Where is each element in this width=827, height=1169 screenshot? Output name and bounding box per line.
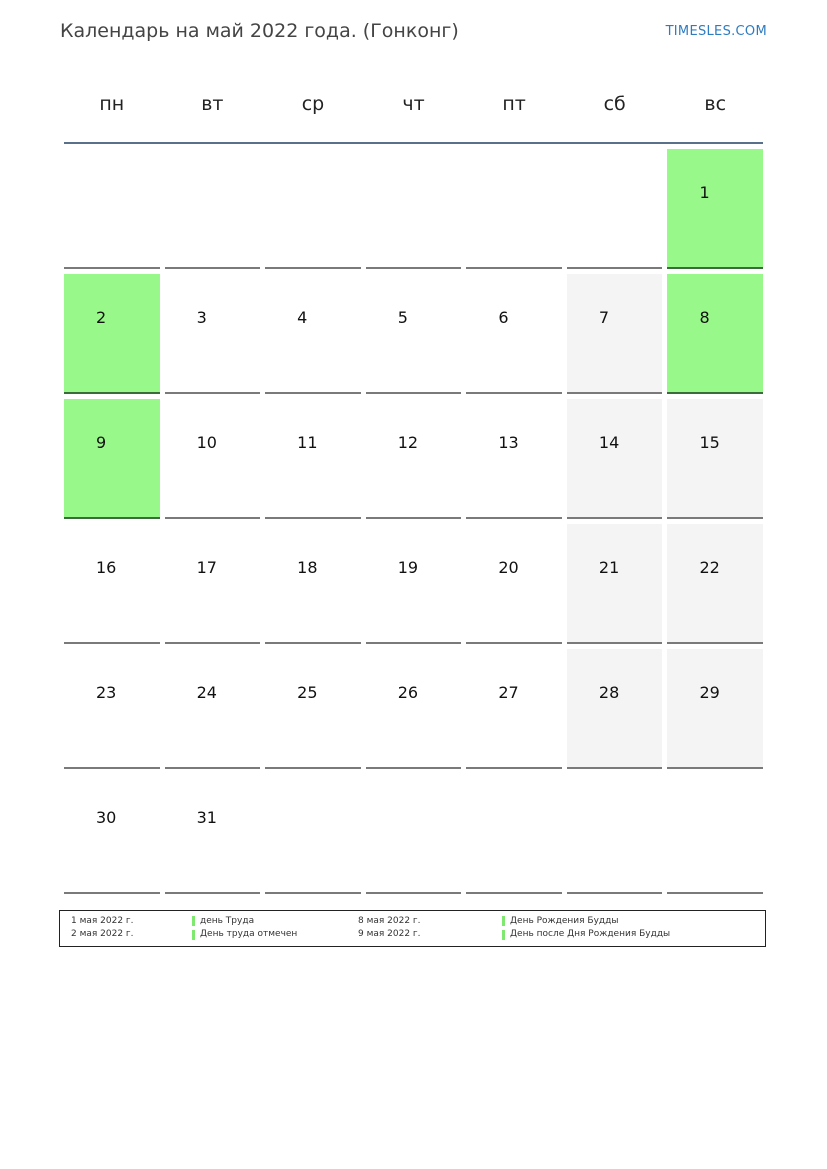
empty-day-cell	[466, 149, 562, 269]
empty-day-cell	[366, 774, 462, 894]
day-number: 14	[598, 433, 620, 452]
day-number: 7	[598, 308, 610, 327]
day-number: 29	[699, 683, 720, 702]
day-cell-29[interactable]	[667, 649, 763, 769]
day-cell-28[interactable]	[567, 649, 663, 769]
weekday-fri: пт	[502, 93, 526, 115]
day-cell-17[interactable]	[165, 524, 261, 644]
day-number: 8	[699, 308, 710, 327]
day-cell-1[interactable]	[667, 149, 763, 269]
day-number: 12	[397, 433, 419, 452]
legend-color-swatch	[192, 930, 195, 940]
legend-holiday-name: День Рождения Будды	[510, 916, 619, 926]
weekday-mon: пн	[99, 93, 125, 115]
empty-day-cell	[466, 774, 562, 894]
day-number: 25	[297, 683, 318, 702]
day-number: 16	[96, 558, 117, 577]
week-row	[64, 649, 763, 769]
empty-day-cell	[667, 774, 763, 894]
holiday-legend	[59, 910, 766, 947]
legend-date: 9 мая 2022 г.	[358, 929, 421, 939]
weekday-sun: вс	[704, 93, 727, 115]
brand-link[interactable]: TIMESLES.COM	[665, 24, 767, 39]
day-number: 23	[96, 683, 117, 702]
day-number: 28	[598, 683, 620, 702]
day-cell-23[interactable]	[64, 649, 160, 769]
day-number: 13	[498, 433, 519, 452]
legend-color-swatch	[502, 916, 505, 926]
empty-day-cell	[366, 149, 462, 269]
empty-day-cell	[165, 149, 261, 269]
week-row	[64, 149, 763, 269]
day-cell-4[interactable]	[265, 274, 361, 394]
day-number: 17	[196, 558, 217, 577]
day-cell-2[interactable]	[64, 274, 160, 394]
day-number: 20	[498, 558, 519, 577]
day-cell-15[interactable]	[667, 399, 763, 519]
legend-holiday-name: День после Дня Рождения Будды	[510, 929, 671, 939]
day-number: 9	[96, 433, 107, 452]
day-number: 6	[498, 308, 509, 327]
day-number: 21	[598, 558, 620, 577]
day-cell-13[interactable]	[466, 399, 562, 519]
day-number: 5	[397, 308, 408, 327]
week-row	[64, 524, 763, 644]
day-number: 26	[397, 683, 419, 702]
day-number: 31	[196, 808, 217, 827]
week-row	[64, 274, 763, 394]
day-cell-22[interactable]	[667, 524, 763, 644]
header-divider	[64, 142, 763, 144]
day-number: 24	[196, 683, 217, 702]
week-row	[64, 774, 763, 894]
day-number: 11	[297, 433, 318, 452]
weekday-thu: чт	[402, 93, 425, 115]
weekday-sat: сб	[603, 93, 626, 115]
day-cell-27[interactable]	[466, 649, 562, 769]
day-number: 19	[397, 558, 419, 577]
day-number: 2	[96, 308, 107, 327]
day-number: 18	[297, 558, 318, 577]
empty-day-cell	[567, 149, 663, 269]
legend-date: 1 мая 2022 г.	[71, 916, 134, 926]
weekday-wed: ср	[301, 93, 325, 115]
day-number: 1	[699, 183, 710, 202]
day-number: 30	[96, 808, 117, 827]
day-cell-12[interactable]	[366, 399, 462, 519]
day-cell-19[interactable]	[366, 524, 462, 644]
day-number: 22	[699, 558, 720, 577]
weekday-header	[64, 80, 763, 128]
day-cell-24[interactable]	[165, 649, 261, 769]
day-cell-21[interactable]	[567, 524, 663, 644]
empty-day-cell	[64, 149, 160, 269]
weeks-container	[64, 149, 763, 894]
empty-day-cell	[567, 774, 663, 894]
empty-day-cell	[265, 149, 361, 269]
day-number: 15	[699, 433, 720, 452]
week-row	[64, 399, 763, 519]
day-cell-5[interactable]	[366, 274, 462, 394]
day-cell-3[interactable]	[165, 274, 261, 394]
legend-date: 2 мая 2022 г.	[71, 929, 134, 939]
day-cell-11[interactable]	[265, 399, 361, 519]
day-cell-26[interactable]	[366, 649, 462, 769]
legend-color-swatch	[192, 916, 195, 926]
day-cell-20[interactable]	[466, 524, 562, 644]
day-cell-30[interactable]	[64, 774, 160, 894]
weekday-tue: вт	[201, 93, 224, 115]
legend-date: 8 мая 2022 г.	[358, 916, 421, 926]
legend-color-swatch	[502, 930, 505, 940]
calendar-grid	[64, 80, 763, 894]
legend-holiday-name: день Труда	[200, 916, 255, 926]
day-cell-9[interactable]	[64, 399, 160, 519]
day-number: 27	[498, 683, 519, 702]
day-cell-8[interactable]	[667, 274, 763, 394]
legend-holiday-name: День труда отмечен	[200, 929, 298, 939]
day-cell-7[interactable]	[567, 274, 663, 394]
day-number: 4	[297, 308, 308, 327]
day-number: 10	[196, 433, 217, 452]
empty-day-cell	[265, 774, 361, 894]
day-cell-31[interactable]	[165, 774, 261, 894]
day-cell-14[interactable]	[567, 399, 663, 519]
day-cell-6[interactable]	[466, 274, 562, 394]
day-number: 3	[196, 308, 207, 327]
day-cell-16[interactable]	[64, 524, 160, 644]
day-cell-25[interactable]	[265, 649, 361, 769]
day-cell-10[interactable]	[165, 399, 261, 519]
day-cell-18[interactable]	[265, 524, 361, 644]
page-title: Календарь на май 2022 года. (Гонконг)	[60, 20, 459, 42]
